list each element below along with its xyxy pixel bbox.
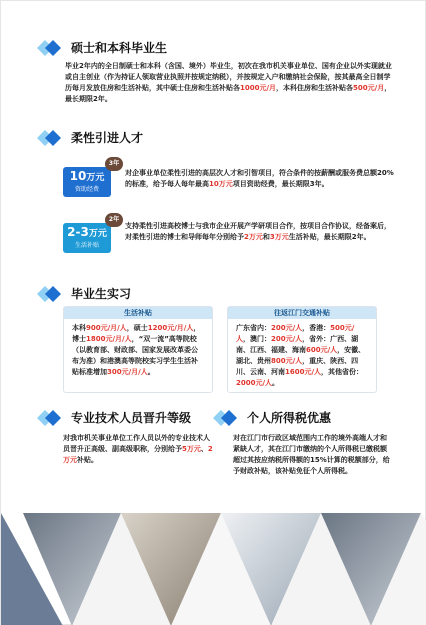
diamond-arrow-icon	[37, 286, 63, 302]
living-allowance-badge	[63, 216, 120, 253]
duration-tag: 2年	[105, 213, 123, 227]
diamond-arrow-icon	[37, 40, 63, 56]
card-header: 生活补贴	[64, 307, 212, 319]
diamond-arrow-icon	[37, 410, 63, 426]
card-header: 往返江门交通补贴	[228, 307, 376, 319]
living-allowance-card	[63, 306, 213, 393]
diamond-arrow-icon	[37, 130, 63, 146]
section-pro-title: 专业技术人员晋升等级	[37, 409, 191, 426]
card-body: 本科900元/月/人，硕士1200元/月/人，博士1800元/月/人，“双一流”高等院校（以教育部、财政部、国家发展改革委公布为准）和港澳高等院校实习学生生活补贴标准增加300元/月/人。	[72, 324, 201, 376]
badge-amount: 2-3万元	[67, 225, 107, 239]
flexible-item1-text: 对企事业单位柔性引进的高层次人才和引智项目，符合条件的按薪酬或服务费总额20%的标准，给予每人每年最高10万元项目资助经费，最长期限3年。	[125, 169, 394, 188]
diamond-arrow-icon	[213, 410, 239, 426]
flexible-item2-text: 支持柔性引进高校博士与我市企业开展产学研项目合作，按项目合作协议，经备案后，对柔性引进的博士和导师每年分别给予2万元和3万元生活补贴，最长期限2年。	[125, 222, 391, 241]
section-masters-title: 硕士和本科毕业生	[37, 39, 167, 56]
section-intern-title: 毕业生实习	[37, 285, 131, 302]
section-flexible-title: 柔性引进人才	[37, 129, 143, 146]
card-body: 广东省内：200元/人，香港：500元/人，澳门：200元/人，省外：广西、湖南、江西、福建、海南600元/人，安徽、湖北、贵州800元/人，重庆、陕西、四川、云南、河南1600元/人，其他省份：2000元/人。	[236, 324, 366, 387]
transport-allowance-card	[227, 306, 377, 393]
badge-label: 资助经费	[74, 186, 99, 193]
badge-amount: 10万元	[69, 169, 105, 183]
photo-strip	[1, 513, 426, 625]
duration-tag: 3年	[105, 157, 123, 171]
pro-paragraph: 对我市机关事业单位工作人员以外的专业技术人员晋升正高级、副高级职称，分别给予5万元、2万元补贴。	[63, 434, 213, 464]
section-tax-title: 个人所得税优惠	[213, 409, 331, 426]
tax-paragraph: 对在江门市行政区域范围内工作的境外高端人才和紧缺人才，其在江门市缴纳的个人所得税已缴税额超过其按应纳税所得额的15%计算的税额部分，给予财政补贴，该补贴免征个人所得税。	[233, 434, 390, 475]
funding-badge	[63, 160, 120, 197]
badge-label: 生活补贴	[74, 242, 99, 249]
masters-paragraph: 毕业2年内的全日制硕士和本科（含国、境外）毕业生，初次在我市机关事业单位、国有企业以外实现就业或自主创业（作为持证人领取营业执照并按规定纳税），并按规定入户和缴纳社会保险，按其最高全日制学历每月发放住房和生活补贴，其中硕士住房和生活补贴各1000元/月，本科住房和生活补贴各500元/月，最长期限2年。	[65, 62, 392, 103]
